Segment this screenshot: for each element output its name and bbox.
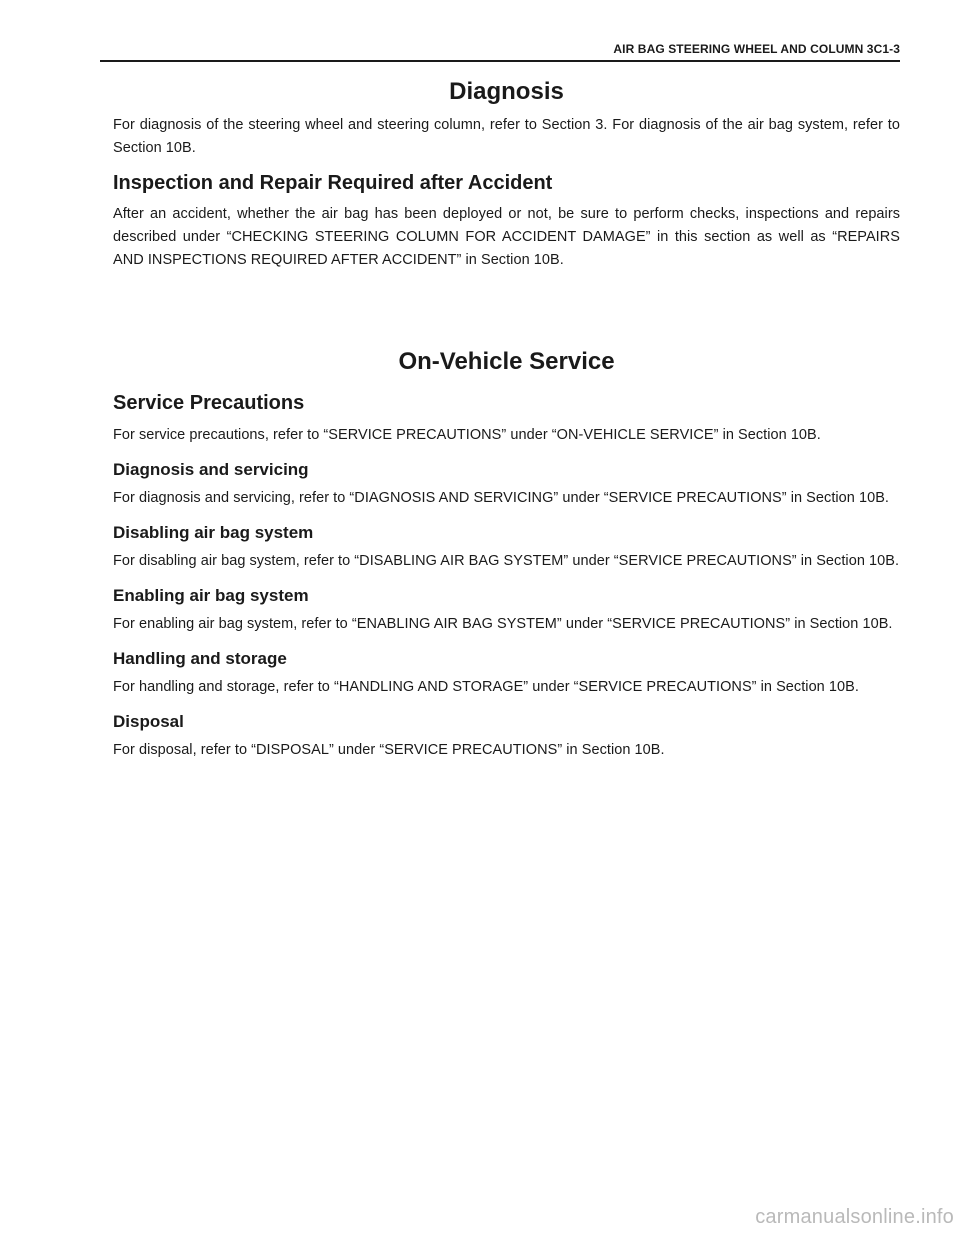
disposal-paragraph: For disposal, refer to “DISPOSAL” under “SERVICE PRECAUTIONS” in Section 10B. xyxy=(113,742,665,758)
running-header-title: AIR BAG STEERING WHEEL AND COLUMN 3C1-3 xyxy=(613,42,900,56)
disabling-air-bag-paragraph: For disabling air bag system, refer to “DISABLING AIR BAG SYSTEM” under “SERVICE PRECAUTIONS” in Section 10B. xyxy=(113,553,900,569)
inspection-repair-paragraph: After an accident, whether the air bag has been deployed or not, be sure to perform checks, inspections and repairs described under “CHECKING STEERING COLUMN FOR ACCIDENT DAMAGE” in this section as well as “REPAIRS AND INSPECTIONS REQUIRED AFTER ACCIDENT” in Section 10B. xyxy=(113,206,900,268)
page-content xyxy=(113,62,900,762)
handling-storage-paragraph: For handling and storage, refer to “HANDLING AND STORAGE” under “SERVICE PRECAUTIONS” in Section 10B. xyxy=(113,679,859,695)
handling-storage-heading: Handling and storage xyxy=(113,649,287,668)
enabling-air-bag-heading: Enabling air bag system xyxy=(113,586,309,605)
page-header xyxy=(100,0,900,62)
disabling-air-bag-heading: Disabling air bag system xyxy=(113,523,314,542)
diagnosis-paragraph: For diagnosis of the steering wheel and steering column, refer to Section 3. For diagnosis of the air bag system, refer to Section 10B. xyxy=(113,117,900,156)
diagnosis-servicing-paragraph: For diagnosis and servicing, refer to “DIAGNOSIS AND SERVICING” under “SERVICE PRECAUTIONS” in Section 10B. xyxy=(113,490,890,506)
service-precautions-heading: Service Precautions xyxy=(113,392,305,414)
watermark-text: carmanualsonline.info xyxy=(755,1206,954,1228)
inspection-repair-heading: Inspection and Repair Required after Accident xyxy=(113,172,553,194)
service-precautions-paragraph: For service precautions, refer to “SERVICE PRECAUTIONS” under “ON-VEHICLE SERVICE” in Section 10B. xyxy=(113,427,821,443)
enabling-air-bag-paragraph: For enabling air bag system, refer to “ENABLING AIR BAG SYSTEM” under “SERVICE PRECAUTIONS” in Section 10B. xyxy=(113,616,893,632)
on-vehicle-service-heading: On-Vehicle Service xyxy=(398,348,615,375)
diagnosis-heading: Diagnosis xyxy=(449,78,564,105)
disposal-heading: Disposal xyxy=(113,712,184,731)
diagnosis-servicing-heading: Diagnosis and servicing xyxy=(113,460,309,479)
